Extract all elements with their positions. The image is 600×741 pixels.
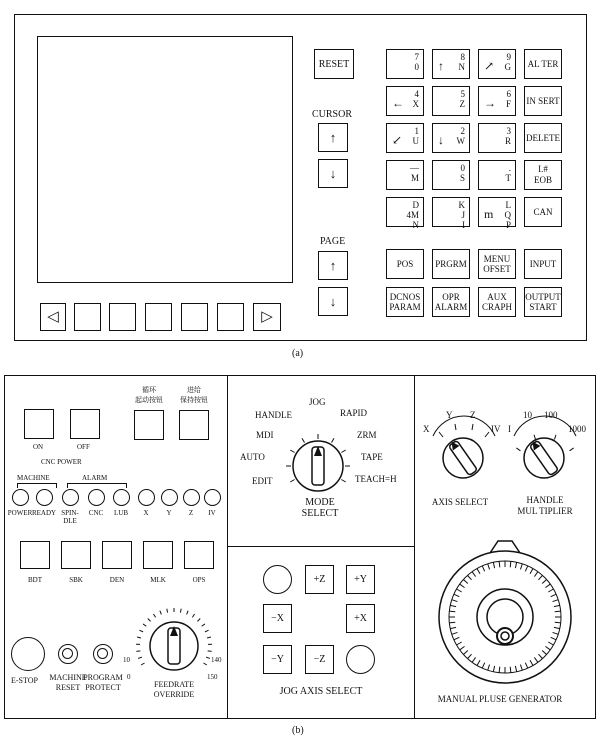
numeric-key-legend: 0 xyxy=(460,163,465,173)
page-up-button[interactable]: ↑ xyxy=(318,251,348,280)
softkey-right-button[interactable]: ▷ xyxy=(253,303,281,331)
numeric-key-letter: W xyxy=(456,136,465,146)
switch-label: BDT xyxy=(28,576,42,584)
alarm-label: ALARM xyxy=(82,474,108,482)
numeric-key-1[interactable] xyxy=(432,49,470,79)
caption-a: (a) xyxy=(292,348,304,359)
softkey-3-button[interactable] xyxy=(145,303,172,331)
mode-handle: HANDLE xyxy=(255,410,292,420)
tick-mark xyxy=(153,614,155,617)
tick-mark xyxy=(499,561,500,567)
tick-mark xyxy=(510,667,511,673)
numeric-key-10[interactable] xyxy=(432,160,470,190)
mode-auto: AUTO xyxy=(240,452,265,462)
numeric-key-5[interactable] xyxy=(478,86,516,116)
tick-mark xyxy=(290,450,294,453)
tick-mark xyxy=(202,624,205,626)
reset-button[interactable]: RESET xyxy=(314,49,354,79)
softkey-1-button[interactable] xyxy=(74,303,101,331)
numeric-key-letter: Z xyxy=(459,99,465,109)
tick-mark xyxy=(205,630,209,632)
cnc-power-label: CNC POWER xyxy=(41,458,82,466)
numeric-key-letter: N xyxy=(458,62,465,72)
power-on-label: ON xyxy=(33,443,44,451)
tick-mark xyxy=(203,663,206,665)
axis-tick xyxy=(485,432,489,437)
numeric-key-arrow-icon: ↗ xyxy=(484,59,495,73)
edit-key-4[interactable]: CAN xyxy=(524,197,562,227)
tick-mark xyxy=(499,667,500,673)
lamp-label-2: SPIN- DLE xyxy=(61,509,79,525)
switch-bdt-button[interactable] xyxy=(20,541,50,569)
tick-mark xyxy=(449,611,455,612)
tick-mark xyxy=(516,448,520,451)
numeric-key-legend: 8 xyxy=(460,52,465,62)
mode-tape: TAPE xyxy=(361,452,383,462)
tick-mark xyxy=(341,480,345,483)
edit-key-3[interactable]: I.# EOB xyxy=(524,160,562,190)
mode-edit: EDIT xyxy=(252,476,273,486)
lamp-2 xyxy=(62,489,79,506)
numeric-key-6[interactable] xyxy=(386,123,424,153)
switch-label: MLK xyxy=(150,576,166,584)
numeric-key-arrow-icon: m xyxy=(484,207,494,221)
lamp-8 xyxy=(204,489,221,506)
jog-plus-y-button[interactable]: +Y xyxy=(346,565,375,594)
axis-tick-iv: IV xyxy=(491,424,501,434)
tick-mark xyxy=(449,622,455,623)
axis-select-label: AXIS SELECT xyxy=(431,497,489,507)
softkey-2-button[interactable] xyxy=(109,303,136,331)
tick-mark xyxy=(554,435,556,440)
mode-key-4[interactable]: DCNOS PARAM xyxy=(386,287,424,317)
tick-mark xyxy=(555,611,561,612)
switch-mlk-button[interactable] xyxy=(143,541,173,569)
mode-select-label: MODE SELECT xyxy=(301,497,339,519)
lamp-label-3: CNC xyxy=(88,509,104,517)
tick-mark xyxy=(148,618,151,621)
numeric-key-letter: M xyxy=(410,173,419,183)
power-off-button[interactable] xyxy=(70,409,100,439)
numeric-key-legend: 2 xyxy=(460,126,465,136)
manual-pulse-generator[interactable] xyxy=(430,535,580,685)
jog-axis-select-label: JOG AXIS SELECT xyxy=(279,686,363,697)
lamp-6 xyxy=(161,489,178,506)
numeric-key-legend: 1 xyxy=(414,126,419,136)
tick-mark xyxy=(187,611,188,615)
numeric-key-legend: D xyxy=(412,200,419,210)
mode-key-6[interactable]: AUX CRAPH xyxy=(478,287,516,317)
caption-b: (b) xyxy=(292,725,304,736)
jog-rapid-button[interactable] xyxy=(346,645,375,674)
divider-middle xyxy=(227,546,414,547)
tick-mark xyxy=(167,609,168,613)
numeric-key-14[interactable] xyxy=(478,197,516,230)
lamp-7 xyxy=(183,489,200,506)
numeric-key-letter: F xyxy=(505,99,511,109)
feed-hold-button[interactable] xyxy=(179,410,209,440)
jog-plus-z-button[interactable]: +Z xyxy=(305,565,334,594)
tick-mark xyxy=(192,614,194,617)
tick-mark xyxy=(143,624,146,626)
numeric-key-legend: L xyxy=(505,200,511,210)
numeric-key-3[interactable] xyxy=(386,86,424,116)
switch-sbk-button[interactable] xyxy=(61,541,91,569)
numeric-key-0[interactable] xyxy=(386,49,424,79)
mpg-label: MANUAL PLUSE GENERATOR xyxy=(437,694,563,704)
tick-mark xyxy=(510,561,511,567)
softkey-5-button[interactable] xyxy=(217,303,244,331)
numeric-key-letter: X xyxy=(412,99,419,109)
page-label: PAGE xyxy=(320,236,346,247)
feedrate-override-label: FEEDRATE OVERRIDE xyxy=(153,680,195,699)
numeric-key-13[interactable] xyxy=(432,197,470,230)
numeric-key-4[interactable] xyxy=(432,86,470,116)
axis-tick-y: Y xyxy=(446,410,453,420)
tick-mark xyxy=(290,480,294,483)
tick-mark xyxy=(206,657,210,658)
numeric-key-letter: 4M N xyxy=(406,210,419,230)
tick-mark xyxy=(570,448,574,451)
numeric-key-9[interactable] xyxy=(386,160,424,190)
tick-mark xyxy=(534,435,536,440)
mode-select-dial[interactable] xyxy=(283,432,353,498)
page-down-button[interactable]: ↓ xyxy=(318,287,348,316)
edit-key-0[interactable]: AL TER xyxy=(524,49,562,79)
switch-label: SBK xyxy=(69,576,83,584)
mode-rapid: RAPID xyxy=(340,408,368,418)
cycle-start-label: 循环 起动按钮 xyxy=(135,386,163,404)
machine-bracket xyxy=(17,483,57,488)
jog-plus-x-button[interactable]: +X xyxy=(346,604,375,633)
numeric-key-arrow-icon: ↙ xyxy=(392,133,403,147)
feed-tick-0: 0 xyxy=(127,673,131,681)
tick-mark xyxy=(137,637,141,638)
divider-right xyxy=(414,375,415,719)
numeric-key-legend: K xyxy=(458,200,465,210)
numeric-key-legend: . xyxy=(508,163,511,173)
numeric-key-arrow-icon: ↓ xyxy=(438,133,444,147)
numeric-key-legend: 6 xyxy=(506,89,511,99)
lamp-label-6: Y xyxy=(166,509,172,517)
softkey-left-button[interactable]: ◁ xyxy=(40,303,66,331)
mpg-crank-inner xyxy=(501,632,509,640)
numeric-key-letter: T xyxy=(505,173,511,183)
estop-button[interactable] xyxy=(11,637,45,671)
numeric-key-8[interactable] xyxy=(478,123,516,153)
numeric-key-12[interactable] xyxy=(386,197,424,230)
numeric-key-letter: G xyxy=(504,62,511,72)
machine-label: MACHINE xyxy=(17,474,50,482)
lamp-label-5: X xyxy=(143,509,149,517)
numeric-key-legend: 7 xyxy=(414,52,419,62)
mult-tick-1000: 1000 xyxy=(568,424,586,434)
tick-mark xyxy=(341,450,345,453)
tick-mark xyxy=(136,651,140,652)
axis-tick xyxy=(455,424,456,430)
switch-label: DEN xyxy=(109,576,125,584)
tick-mark xyxy=(208,651,212,652)
lamp-0 xyxy=(12,489,29,506)
jog-minus-y-button[interactable]: −Y xyxy=(263,645,292,674)
axis-tick xyxy=(472,424,473,430)
softkey-4-button[interactable] xyxy=(181,303,208,331)
program-protect-key[interactable] xyxy=(93,644,113,664)
numeric-key-letter: R xyxy=(504,136,511,146)
switch-label: OPS xyxy=(192,576,206,584)
mode-key-3[interactable]: INPUT xyxy=(524,249,562,279)
tick-mark xyxy=(138,657,142,658)
numeric-key-letter: S xyxy=(459,173,465,183)
edit-key-2[interactable]: DELETE xyxy=(524,123,562,153)
numeric-key-arrow-icon: ← xyxy=(392,96,404,110)
mode-key-5[interactable]: OPR ALARM xyxy=(432,287,470,317)
mode-key-1[interactable]: PRGRM xyxy=(432,249,470,279)
numeric-key-letter: J I xyxy=(461,210,465,230)
mode-jog: JOG xyxy=(309,397,326,407)
cycle-start-button[interactable] xyxy=(134,410,164,440)
lamp-label-4: LUB xyxy=(114,509,128,517)
power-on-button[interactable] xyxy=(24,409,54,439)
estop-label: E-STOP xyxy=(11,676,38,685)
lamp-5 xyxy=(138,489,155,506)
tick-mark xyxy=(160,611,161,615)
feed-tick-140: 140 xyxy=(211,656,222,664)
tick-mark xyxy=(139,630,143,632)
lamp-label-1: READY xyxy=(31,509,57,517)
numeric-key-legend: — xyxy=(410,163,419,173)
tick-mark xyxy=(555,622,561,623)
cursor-down-button[interactable]: ↓ xyxy=(318,159,348,188)
divider-left xyxy=(227,375,228,719)
axis-tick-z: Z xyxy=(470,410,476,420)
program-protect-label: PROGRAM PROTECT xyxy=(83,673,123,692)
numeric-key-7[interactable] xyxy=(432,123,470,153)
edit-key-1[interactable]: IN SERT xyxy=(524,86,562,116)
tick-mark xyxy=(207,637,211,638)
feed-tick-10: 10 xyxy=(123,656,130,664)
crt-screen xyxy=(37,36,293,283)
mode-mdi: MDI xyxy=(256,430,274,440)
tick-mark xyxy=(141,663,144,665)
mult-tick-1: I xyxy=(508,424,511,434)
numeric-key-arrow-icon: → xyxy=(484,96,496,110)
lamp-4 xyxy=(113,489,130,506)
tick-mark xyxy=(197,618,200,621)
power-off-label: OFF xyxy=(77,443,90,451)
tick-mark xyxy=(332,438,335,442)
axis-arc xyxy=(433,416,495,436)
machine-reset-label: MACHINE RESET xyxy=(49,673,87,692)
numeric-key-2[interactable] xyxy=(478,49,516,79)
numeric-key-legend: 9 xyxy=(506,52,511,62)
tick-mark xyxy=(180,609,181,613)
lamp-1 xyxy=(36,489,53,506)
cursor-label: CURSOR xyxy=(312,109,353,120)
numeric-key-legend: 5 xyxy=(460,89,465,99)
handle-multiplier-label: HANDLE MUL TIPLIER xyxy=(517,495,573,516)
numeric-key-arrow-icon: ↑ xyxy=(438,59,444,73)
lamp-label-8: IV xyxy=(208,509,216,517)
mode-key-0[interactable]: POS xyxy=(386,249,424,279)
switch-den-button[interactable] xyxy=(102,541,132,569)
mode-key-7[interactable]: OUTPUT START xyxy=(524,287,562,317)
cursor-up-button[interactable]: ↑ xyxy=(318,123,348,152)
numeric-key-legend: 4 xyxy=(414,89,419,99)
jog-blank-button[interactable] xyxy=(263,565,292,594)
mult-tick-10: 10 xyxy=(523,410,532,420)
numeric-key-letter: U xyxy=(412,136,419,146)
numeric-key-letter: Q P xyxy=(504,210,511,230)
mult-tick-100: 100 xyxy=(544,410,558,420)
axis-tick xyxy=(439,432,443,437)
tick-mark xyxy=(302,438,305,442)
numeric-key-legend: 3 xyxy=(506,126,511,136)
alarm-bracket xyxy=(67,483,127,488)
axis-tick-x: X xyxy=(423,424,430,434)
machine-reset-button[interactable] xyxy=(58,644,78,664)
feed-tick-150: 150 xyxy=(207,673,218,681)
switch-ops-button[interactable] xyxy=(184,541,214,569)
mode-key-2[interactable]: MENU OFSET xyxy=(478,249,516,279)
lamp-label-7: Z xyxy=(188,509,194,517)
mode-zrm: ZRM xyxy=(357,430,377,440)
jog-minus-x-button[interactable]: −X xyxy=(263,604,292,633)
numeric-key-letter: 0 xyxy=(414,62,419,72)
lamp-label-0: POWER xyxy=(7,509,33,517)
jog-minus-z-button[interactable]: −Z xyxy=(305,645,334,674)
mode-teach: TEACH=H xyxy=(355,474,397,484)
lamp-3 xyxy=(88,489,105,506)
numeric-key-11[interactable] xyxy=(478,160,516,190)
feed-hold-label: 进给 保持按钮 xyxy=(180,386,208,404)
